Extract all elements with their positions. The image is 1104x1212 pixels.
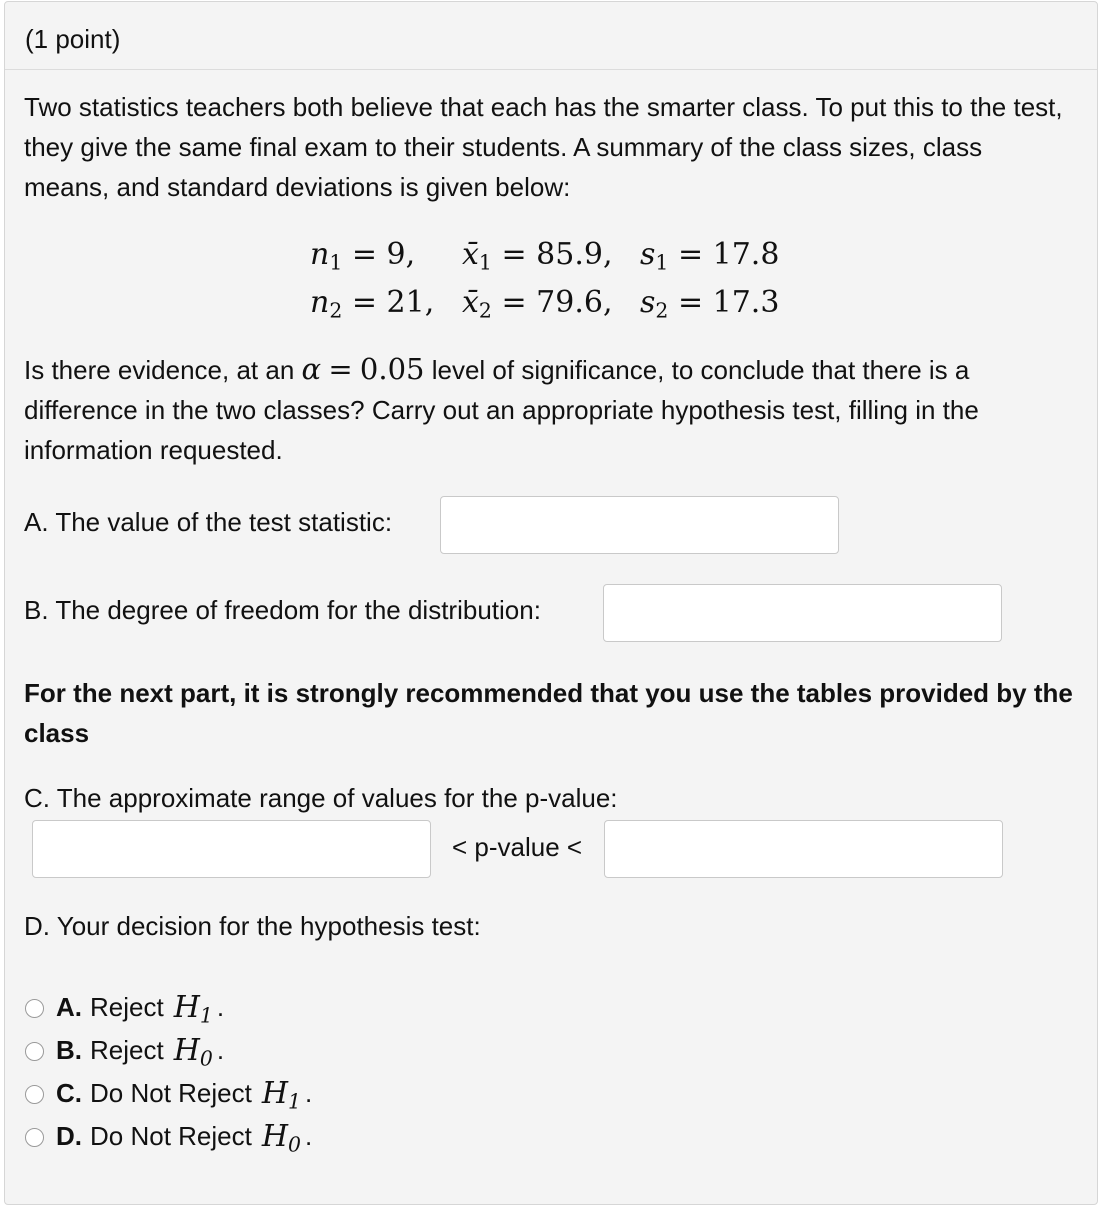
tables-note: For the next part, it is strongly recommended that you use the tables provided by the class <box>24 678 1073 748</box>
significance-question: Is there evidence, at an α = 0.05 level of significance, to conclude that there is a difference in the two classes? Carry out an appropriate hypothesis test, filling in the information requested. <box>24 352 979 465</box>
part-b-label: B. The degree of freedom for the distribution: <box>24 595 541 625</box>
statistics-summary <box>310 230 779 326</box>
xbar2-value: 79.6 <box>536 284 603 320</box>
option-d-do-not-reject-h0[interactable]: D. Do Not Reject $H_0$ . <box>25 1118 312 1154</box>
option-c-do-not-reject-h1[interactable]: C. Do Not Reject $H_1$ . <box>25 1075 312 1111</box>
n2-value: 21 <box>386 284 425 320</box>
n2-cell: $n_2 = 21$, <box>310 284 435 323</box>
part-c-label: C. The approximate range of values for the p-value: <box>24 783 618 813</box>
xbar2-cell: $x̄_2 = 79.6$, <box>462 284 613 323</box>
part-a-label: A. The value of the test statistic: <box>24 507 393 537</box>
n1-value: 9 <box>386 236 406 272</box>
degrees-of-freedom-input[interactable] <box>603 584 1002 642</box>
option-b-reject-h0[interactable]: B. Reject $H_0$ . <box>25 1032 224 1068</box>
p-value-lower-input[interactable] <box>32 820 431 878</box>
p-value-upper-input[interactable] <box>604 820 1003 878</box>
stats-row-1 <box>310 230 779 278</box>
s2-cell: $s_2 = 17.3$ <box>640 284 780 323</box>
s1-cell: $s_1 = 17.8$ <box>640 236 780 275</box>
s1-value: 17.8 <box>712 236 780 272</box>
alpha-symbol: α <box>301 352 322 386</box>
radio-button[interactable] <box>25 1128 44 1147</box>
stats-row-2 <box>310 278 779 326</box>
points-label: (1 point) <box>25 24 121 54</box>
p-value-range-label: < p-value < <box>452 832 583 862</box>
radio-button[interactable] <box>25 1042 44 1061</box>
option-a-reject-h1[interactable]: A. Reject $H_1$ . <box>25 989 224 1025</box>
alpha-value: 0.05 <box>359 352 425 386</box>
question-intro: Two statistics teachers both believe that each has the smarter class. To put this to the test, they give the same final exam to their students. A summary of the class sizes, class means, and standard deviations is given below: <box>24 92 1063 202</box>
s2-value: 17.3 <box>712 284 780 320</box>
radio-button[interactable] <box>25 1085 44 1104</box>
test-statistic-input[interactable] <box>440 496 839 554</box>
header-divider <box>5 69 1097 70</box>
part-d-label: D. Your decision for the hypothesis test: <box>24 911 481 941</box>
xbar1-value: 85.9 <box>536 236 603 272</box>
problem-panel <box>4 1 1098 1205</box>
n1-cell: $n_1 = 9$, <box>310 236 416 275</box>
xbar1-cell: $x̄_1 = 85.9$, <box>462 236 613 275</box>
radio-button[interactable] <box>25 999 44 1018</box>
